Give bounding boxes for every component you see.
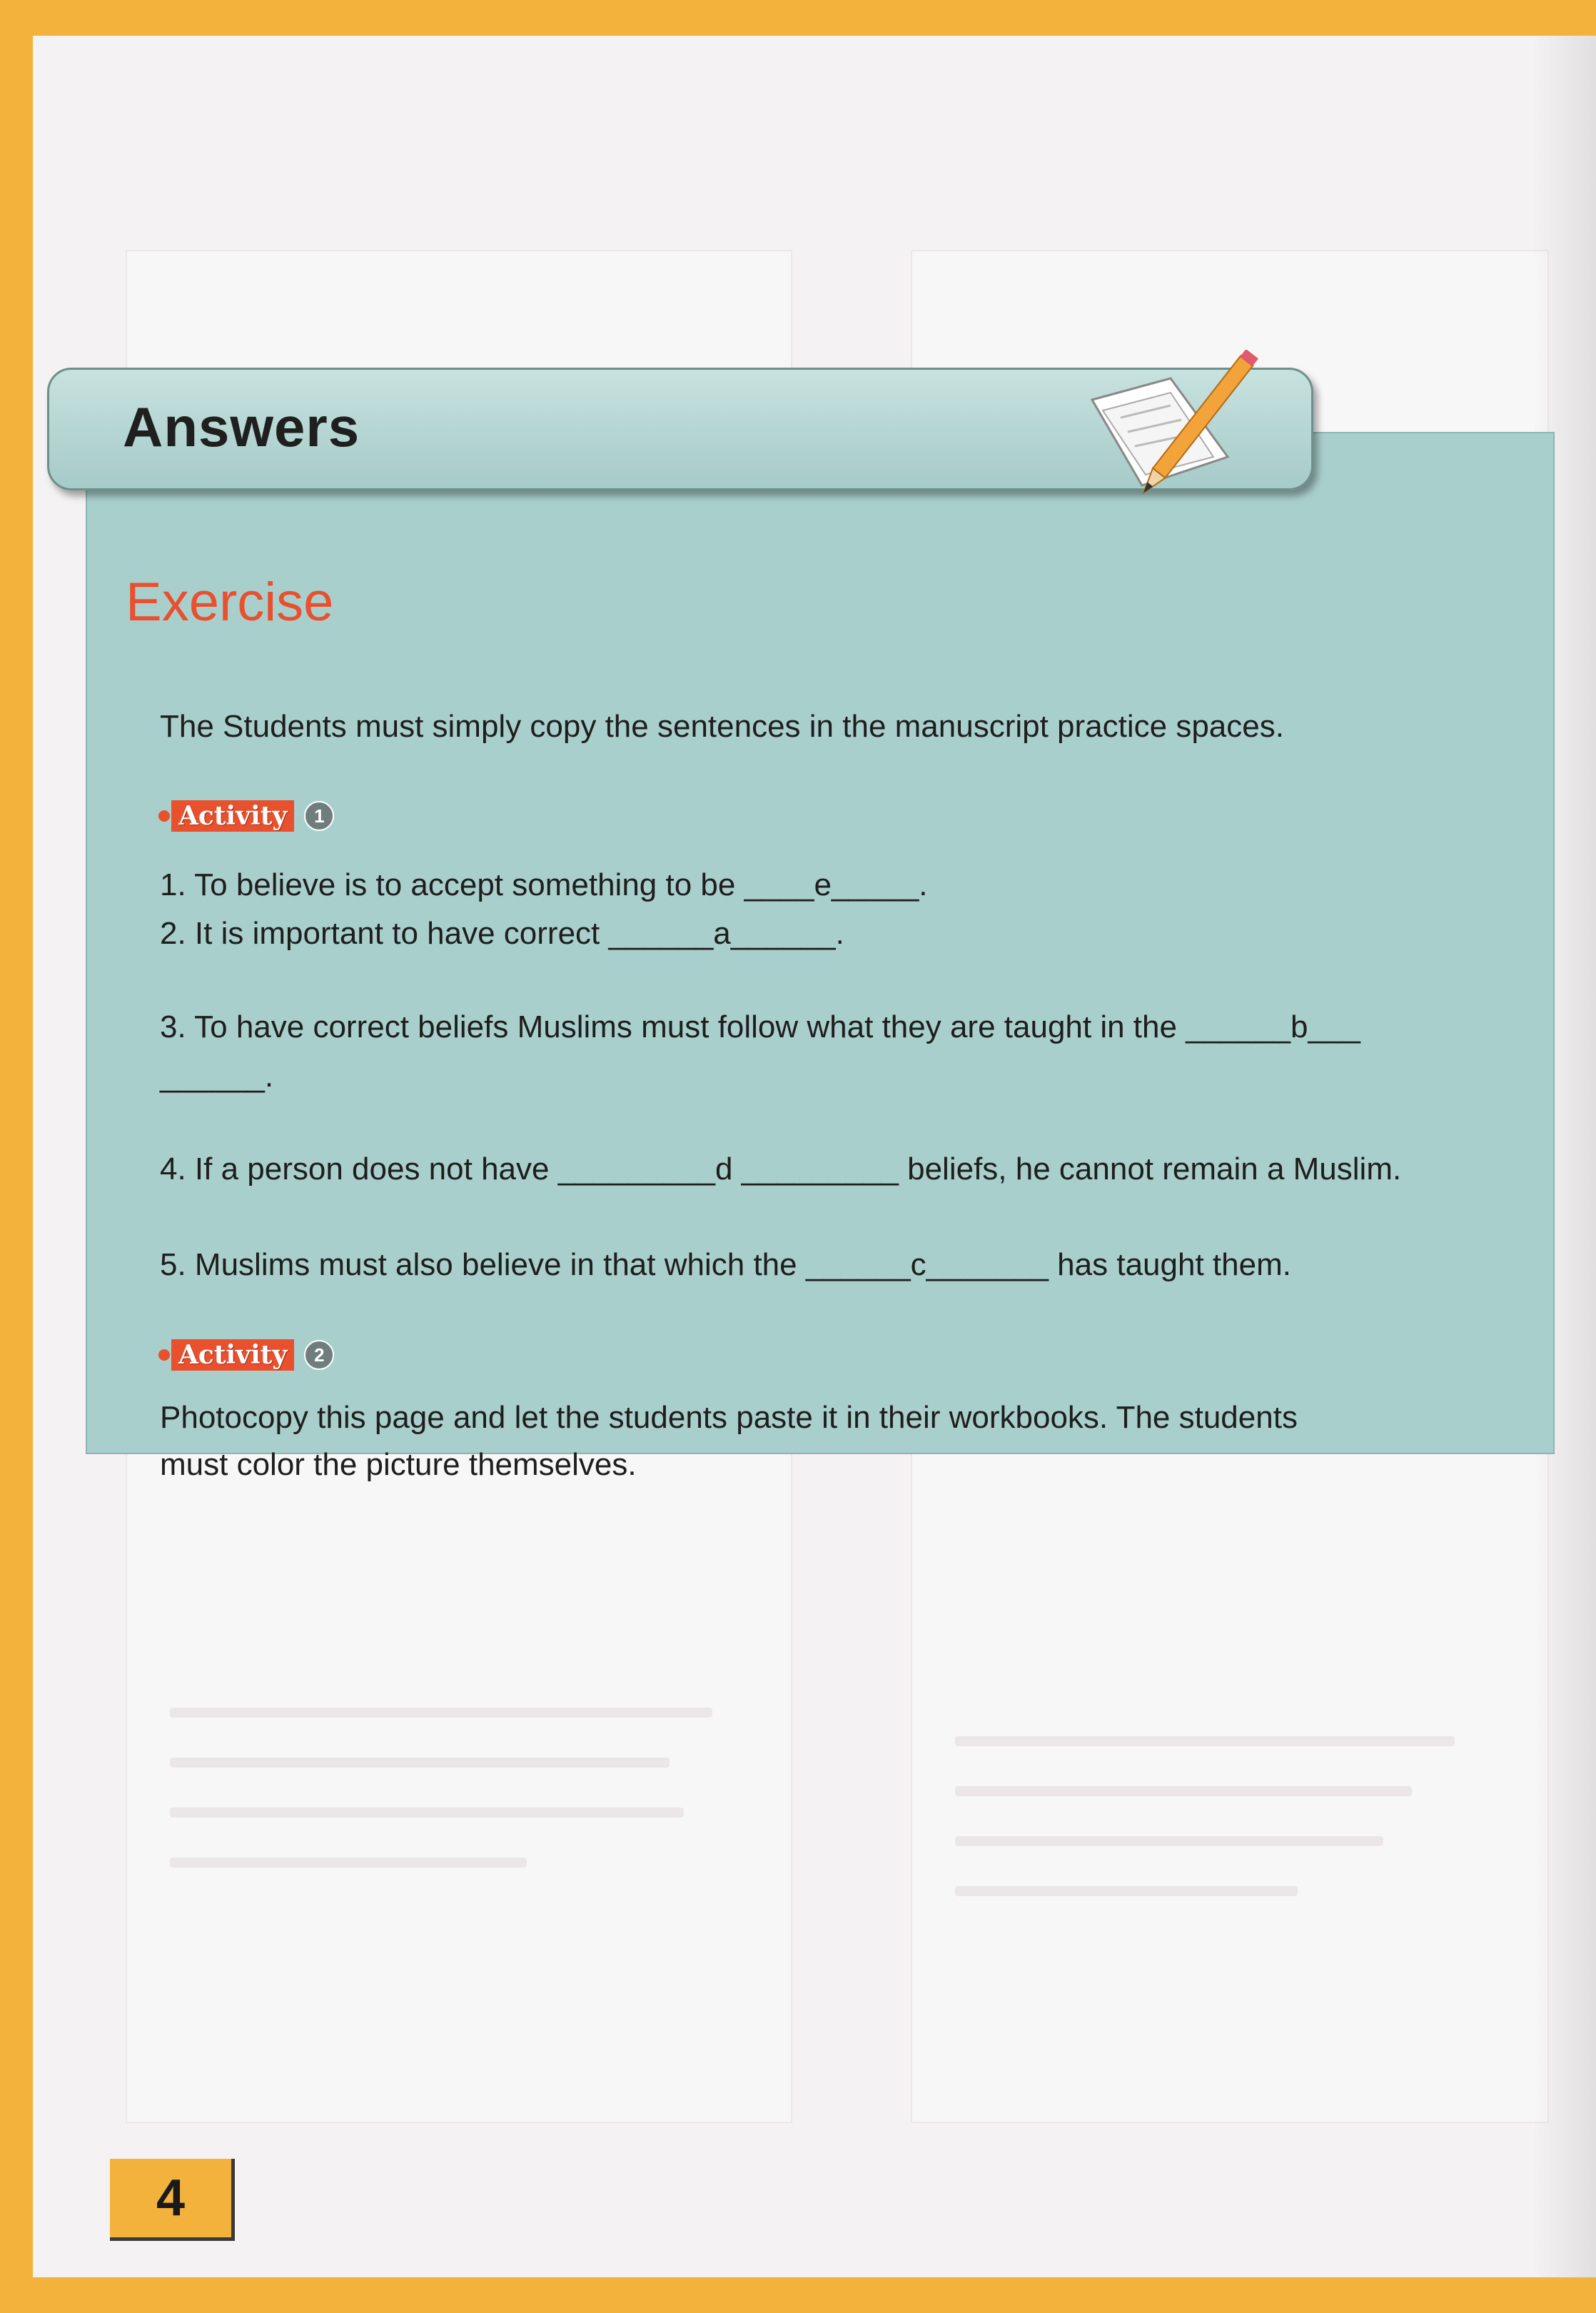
activity-2-line-2: must color the picture themselves. bbox=[160, 1447, 637, 1482]
activity-dot-icon bbox=[158, 1349, 170, 1361]
page-border-bottom bbox=[0, 1856, 33, 2313]
activity-2-number: 2 bbox=[304, 1340, 334, 1370]
activity-2-badge bbox=[158, 1339, 334, 1371]
activity-1-item-4: 4. If a person does not have _________d _________ beliefs, he cannot remain a Muslim. bbox=[160, 1152, 1402, 1186]
activity-1-label: Activity bbox=[171, 800, 294, 832]
activity-1-item-5: 5. Muslims must also believe in that which the ______c_______ has taught them. bbox=[160, 1247, 1291, 1282]
activity-1-item-2: 2. It is important to have correct ______a______. bbox=[160, 916, 844, 951]
activity-2-label: Activity bbox=[171, 1339, 294, 1371]
page-border-top bbox=[0, 0, 33, 328]
activity-1-item-1: 1. To believe is to accept something to be ____e_____. bbox=[160, 867, 928, 902]
activity-1-badge bbox=[158, 800, 334, 832]
activity-1-item-3-continued: ______. bbox=[160, 1059, 274, 1094]
activity-1-number: 1 bbox=[304, 801, 334, 831]
exercise-instruction: The Students must simply copy the sentences in the manuscript practice spaces. bbox=[160, 709, 1284, 744]
activity-2-line-1: Photocopy this page and let the students paste it in their workbooks. The students bbox=[160, 1400, 1298, 1435]
page-title: Answers bbox=[123, 395, 360, 458]
page-number: 4 bbox=[110, 2159, 235, 2241]
activity-dot-icon bbox=[158, 810, 170, 822]
activity-1-item-3: 3. To have correct beliefs Muslims must follow what they are taught in the ______b___ bbox=[160, 1009, 1360, 1044]
exercise-heading: Exercise bbox=[126, 572, 334, 633]
paper-pencil-icon bbox=[1064, 350, 1278, 521]
